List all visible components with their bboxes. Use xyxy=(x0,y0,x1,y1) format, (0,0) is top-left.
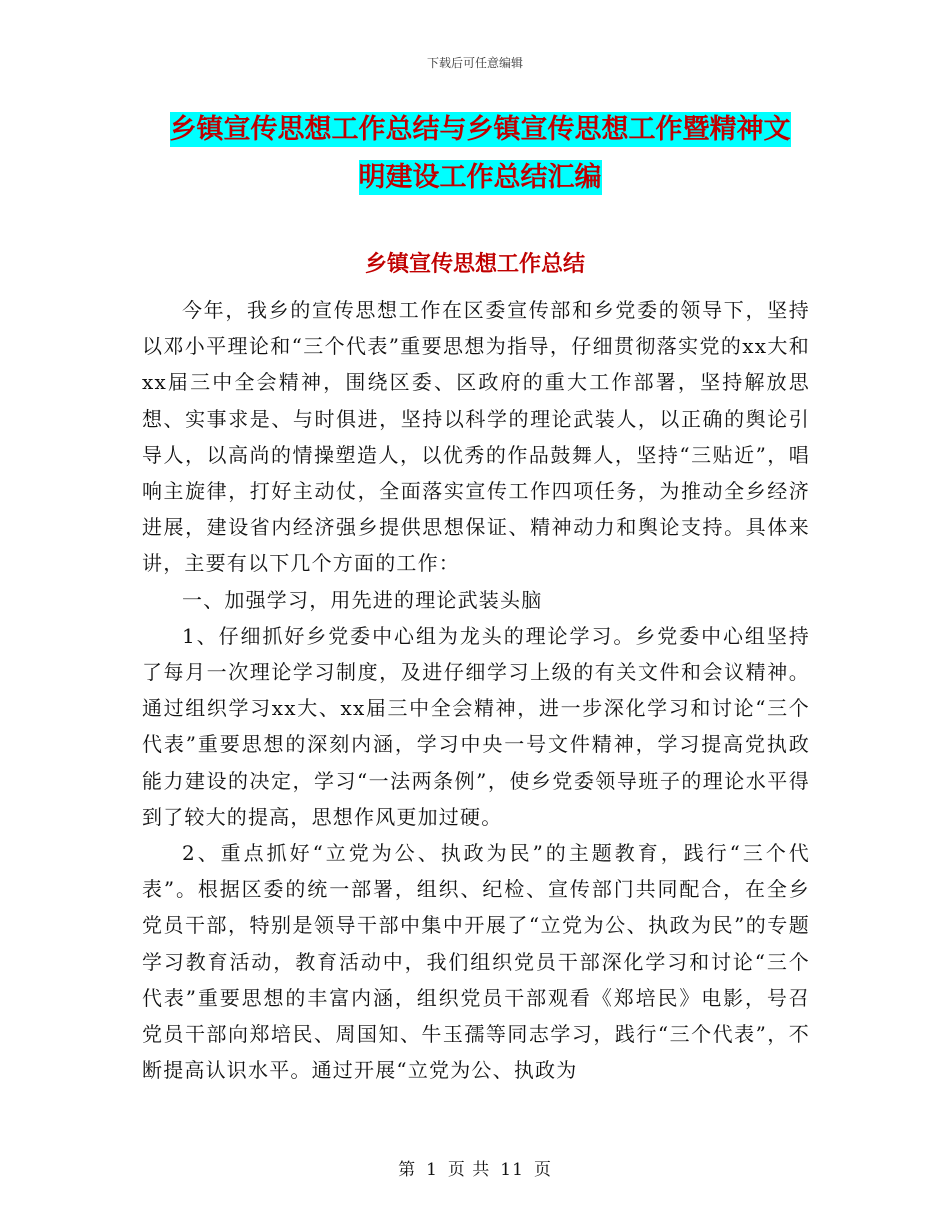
section-title: 乡镇宣传思想工作总结 xyxy=(364,252,585,277)
page-label-suffix: 页 xyxy=(533,1160,552,1180)
total-pages: 11 xyxy=(500,1160,524,1180)
page-label-prefix: 第 xyxy=(398,1160,417,1180)
paragraph-item-2: 2、重点抓好“立党为公、执政为民”的主题教育，践行“三个代表”。根据区委的统一部署，组织、纪检、宣传部门共同配合，在全乡党员干部，特别是领导干部中集中开展了“立党为公、执政为民”的专题学习教育活动，教育活动中，我们组织党员干部深化学习和讨论“三个代表”重要思想的丰富内涵，组织党员干部观看《郑培民》电影，号召党员干部向郑培民、周国知、牛玉孺等同志学习，践行“三个代表”，不断提高认识水平。通过开展“立党为公、执政为 xyxy=(142,841,810,1083)
page-footer xyxy=(0,1155,950,1180)
header-note: 下载后可任意编辑 xyxy=(426,56,523,70)
paragraph-heading-1: 一、加强学习，用先进的理论武装头脑 xyxy=(182,587,543,612)
page-number: 1 xyxy=(426,1160,438,1180)
document-body xyxy=(142,292,810,1088)
paragraph-intro: 今年，我乡的宣传思想工作在区委宣传部和乡党委的领导下，坚持以邓小平理论和“三个代表”重要思想为指导，仔细贯彻落实党的xx大和xx届三中全会精神，围绕区委、区政府的重大工作部署，坚持解放思想、实事求是、与时俱进，坚持以科学的理论武装人，以正确的舆论引导人，以高尚的情操塑造人，以优秀的作品鼓舞人，坚持“三贴近”，唱响主旋律，打好主动仗，全面落实宣传工作四项任务，为推动全乡经济进展，建设省内经济强乡提供思想保证、精神动力和舆论支持。具体来讲，主要有以下几个方面的工作： xyxy=(142,298,810,576)
paragraph-item-1: 1、仔细抓好乡党委中心组为龙头的理论学习。乡党委中心组坚持了每月一次理论学习制度，及进仔细学习上级的有关文件和会议精神。通过组织学习xx大、xx届三中全会精神，进一步深化学习和讨论“三个代表”重要思想的深刻内涵，学习中央一号文件精神，学习提高党执政能力建设的决定，学习“一法两条例”，使乡党委领导班子的理论水平得到了较大的提高，思想作风更加过硬。 xyxy=(142,623,810,829)
document-title-line-2: 明建设工作总结汇编 xyxy=(358,162,602,193)
document-title xyxy=(140,106,820,202)
document-title-line-1: 乡镇宣传思想工作总结与乡镇宣传思想工作暨精神文 xyxy=(169,114,791,145)
page-label-mid: 页 共 xyxy=(447,1160,491,1180)
